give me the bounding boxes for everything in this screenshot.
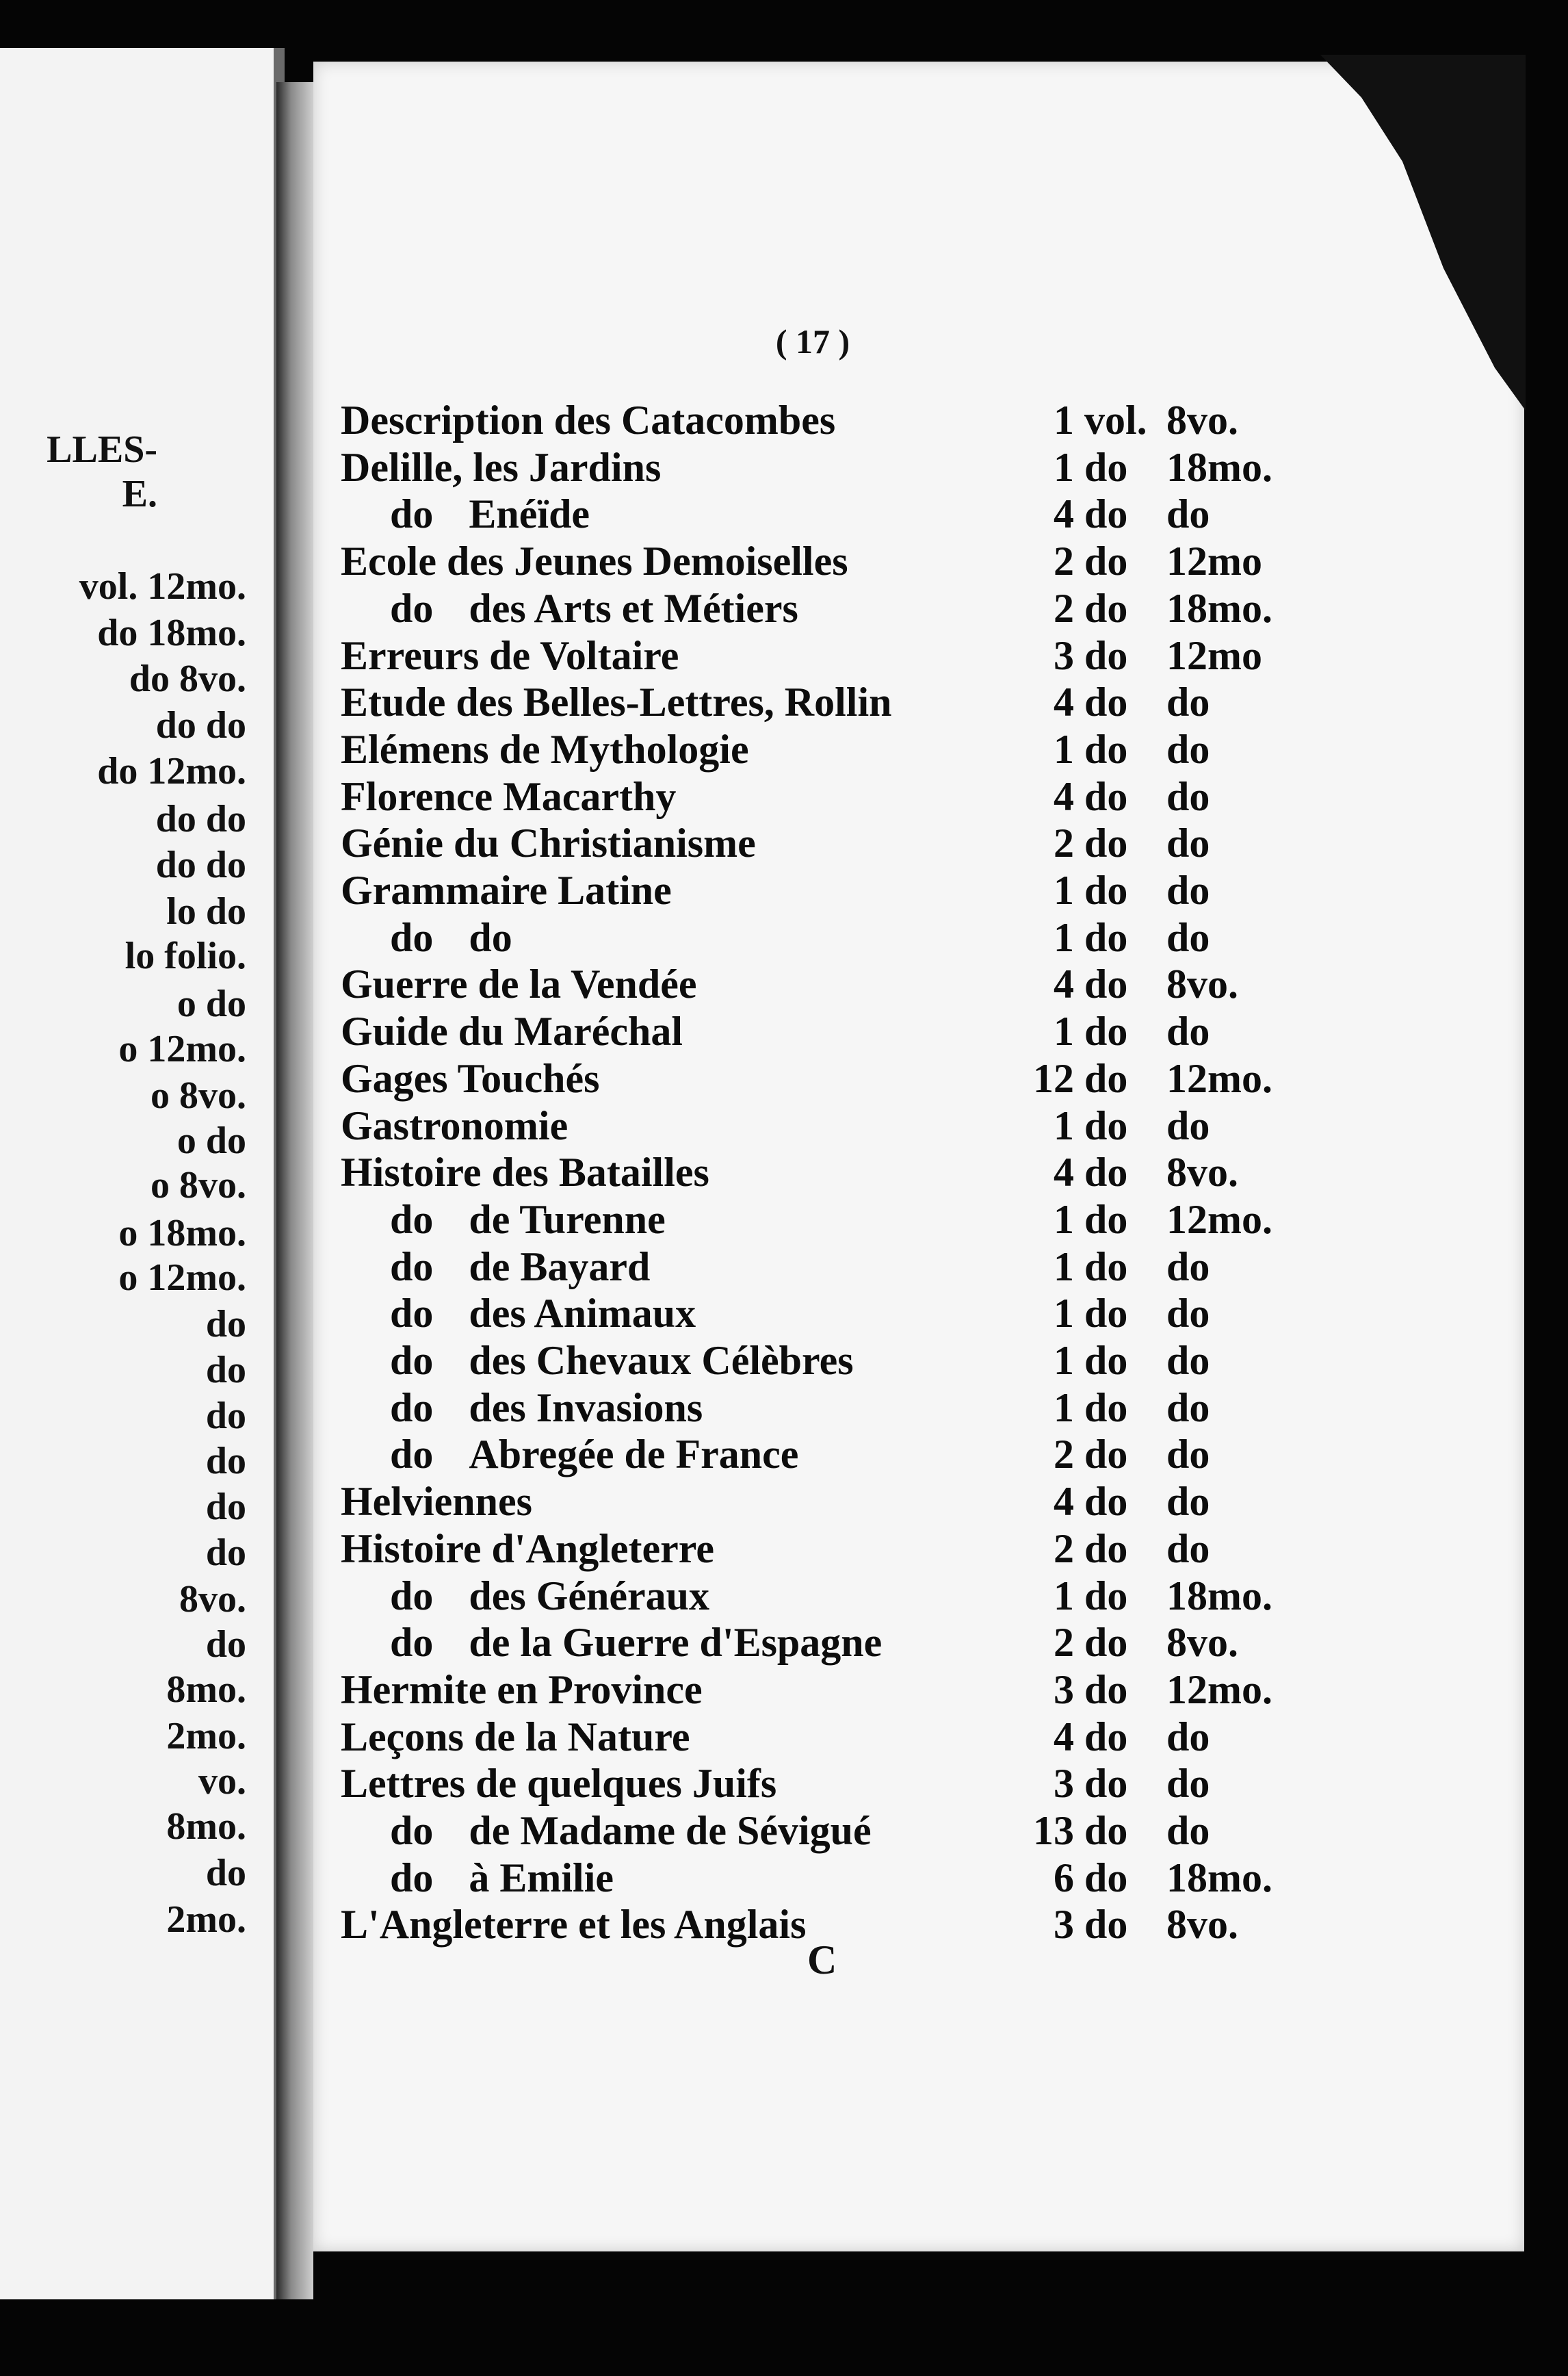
entry-volumes: 1 [1054,1197,1074,1242]
entry-unit: do [1084,1009,1128,1054]
entry-unit: do [1084,1526,1128,1571]
entry-title-text: de Bayard [469,1244,651,1289]
entry-format: 18mo. [1166,1855,1272,1900]
entry-unit: do [1084,633,1128,678]
catalogue-entry [0,1619,1300,1666]
entry-title [390,1619,882,1666]
entry-volumes: 1 [1054,868,1074,913]
facing-page-line: do [205,1349,246,1391]
catalogue-entry [0,444,1300,491]
catalogue-entry [0,961,1300,1007]
facing-page-line: do 8vo. [129,658,246,700]
ditto-mark: do [390,1573,434,1618]
catalogue-entry [0,1573,1300,1619]
signature-mark: C [807,1937,837,1983]
entry-title: Helviennes [341,1479,532,1524]
entry-volumes: 13 [1033,1808,1074,1853]
entry-unit: do [1084,915,1128,960]
entry-unit: do [1084,1855,1128,1900]
catalogue-entry [0,1149,1300,1196]
entry-title-text: de Turenne [469,1197,666,1242]
entry-title: Etude des Belles-Lettres, Rollin [341,680,892,725]
entry-volumes: 3 [1054,633,1074,678]
entry-title: Histoire des Batailles [341,1150,709,1195]
entry-title-text: des Généraux [469,1573,710,1618]
entry-volumes: 1 [1054,727,1074,772]
entry-title: Grammaire Latine [341,868,672,913]
entry-title-text: de Madame de Sévigué [469,1808,872,1853]
entry-unit: do [1084,1103,1128,1148]
ditto-mark: do [390,1197,434,1242]
ditto-mark: do [390,1244,434,1289]
facing-page-line: o 8vo. [151,1164,246,1206]
entry-unit: do [1084,961,1128,1007]
facing-page-line: do [205,1395,246,1437]
entry-title: Lettres de quelques Juifs [341,1761,777,1806]
entry-unit: do [1084,821,1128,866]
entry-title [390,1196,666,1243]
entry-unit: do [1084,1244,1128,1289]
catalogue-entry [0,1337,1300,1384]
entry-unit: do [1084,1573,1128,1618]
facing-page-line: LLES- [47,428,157,471]
entry-title: Erreurs de Voltaire [341,633,679,678]
facing-page-line: vol. 12mo. [79,565,246,608]
entry-format: do [1166,821,1210,866]
entry-title [390,1290,696,1337]
entry-format: do [1166,915,1210,960]
facing-page-line: do [205,1440,246,1482]
entry-volumes: 4 [1054,1479,1074,1524]
facing-page-line: o 18mo. [118,1212,246,1254]
entry-title-text: des Animaux [469,1291,696,1336]
catalogue-entry [0,585,1300,632]
entry-format: do [1166,1338,1210,1383]
entry-title-text: des Invasions [469,1385,703,1430]
facing-page-line: do do [155,798,246,840]
entry-unit: do [1084,1761,1128,1806]
entry-unit: do [1084,1808,1128,1853]
entry-format: 18mo. [1166,586,1272,631]
entry-format: do [1166,1244,1210,1289]
entry-title: Gastronomie [341,1103,569,1148]
facing-page-line: o 12mo. [118,1256,246,1299]
entry-unit: do [1084,1714,1128,1759]
catalogue-entry [0,773,1300,820]
entry-title [390,1573,709,1620]
entry-unit: do [1084,774,1128,819]
entry-format: do [1166,868,1210,913]
page-number: ( 17 ) [775,322,850,361]
facing-page-line: do 18mo. [97,612,246,654]
entry-title: Guerre de la Vendée [341,961,697,1007]
entry-unit: do [1084,1385,1128,1430]
entry-unit: do [1084,1479,1128,1524]
entry-title: Hermite en Province [341,1667,703,1712]
entry-title [390,1337,854,1384]
entry-format: 8vo. [1166,1620,1238,1665]
entry-unit: do [1084,445,1128,490]
entry-title [390,1855,614,1902]
entry-volumes: 1 [1054,1291,1074,1336]
catalogue-entry [0,1055,1300,1102]
entry-format: do [1166,680,1210,725]
entry-format: 18mo. [1166,1573,1272,1618]
catalogue-entry [0,679,1300,725]
ditto-mark: do [390,915,434,960]
entry-format: do [1166,1291,1210,1336]
entry-format: do [1166,1526,1210,1571]
entry-format: do [1166,1432,1210,1477]
entry-format: do [1166,1714,1210,1759]
entry-title: Ecole des Jeunes Demoiselles [341,539,848,584]
entry-volumes: 1 [1054,1385,1074,1430]
entry-volumes: 1 [1054,1103,1074,1148]
facing-page-line: lo folio. [125,935,246,977]
entry-title [390,1384,703,1432]
facing-page-line: do [205,1852,246,1894]
facing-page-line: lo do [166,890,246,933]
catalogue-entry [0,397,1300,443]
catalogue-entry [0,820,1300,866]
facing-page-line: E. [122,473,157,515]
facing-page-line: do [205,1623,246,1666]
facing-page-line: 2mo. [166,1715,246,1757]
facing-page-line: do [205,1486,246,1528]
ditto-mark: do [390,1338,434,1383]
entry-title [390,585,798,632]
entry-format: 8vo. [1166,961,1238,1007]
catalogue-entry [0,1008,1300,1055]
entry-unit: do [1084,1338,1128,1383]
entry-unit: do [1084,1197,1128,1242]
facing-page-line: o do [177,1120,246,1162]
ditto-mark: do [390,1808,434,1853]
entry-unit: do [1084,727,1128,772]
entry-volumes: 12 [1033,1056,1074,1101]
entry-title: Guide du Maréchal [341,1009,683,1054]
entry-title: Histoire d'Angleterre [341,1526,714,1571]
entry-format: 8vo. [1166,1150,1238,1195]
entry-volumes: 4 [1054,491,1074,537]
entry-unit: do [1084,1620,1128,1665]
entry-unit: do [1084,1291,1128,1336]
entry-volumes: 1 [1054,1009,1074,1054]
entry-unit: do [1084,680,1128,725]
entry-volumes: 3 [1054,1761,1074,1806]
catalogue-entry [0,1525,1300,1572]
entry-format: do [1166,1761,1210,1806]
entry-title-text: des Chevaux Célèbres [469,1338,854,1383]
entry-unit: do [1084,1056,1128,1101]
catalogue-entry [0,726,1300,773]
facing-page-line: do do [155,704,246,747]
entry-format: 12mo. [1166,1667,1272,1712]
entry-unit: do [1084,586,1128,631]
entry-volumes: 2 [1054,539,1074,584]
facing-page-line: vo. [198,1760,246,1803]
entry-unit: do [1084,1432,1128,1477]
entry-format: 12mo [1166,633,1262,678]
entry-format: 12mo [1166,539,1262,584]
entry-volumes: 1 [1054,398,1074,443]
entry-title-text: à Emilie [469,1855,614,1900]
entry-volumes: 4 [1054,774,1074,819]
entry-volumes: 4 [1054,961,1074,1007]
entry-format: do [1166,774,1210,819]
entry-title-text: Enéïde [469,491,590,537]
facing-page-line: o 8vo. [151,1074,246,1117]
catalogue-entry [0,1666,1300,1713]
entry-title: Elémens de Mythologie [341,727,749,772]
entry-title: Génie du Christianisme [341,821,756,866]
catalogue-entry [0,1901,1300,1948]
catalogue-entry [0,1196,1300,1243]
facing-page-line: do 12mo. [97,750,246,792]
entry-title: Gages Touchés [341,1056,600,1101]
entry-unit: do [1084,1902,1128,1947]
catalogue-entry [0,1714,1300,1760]
entry-volumes: 4 [1054,680,1074,725]
catalogue-entry [0,1384,1300,1431]
catalogue-entry [0,1431,1300,1477]
catalogue-entry [0,1290,1300,1336]
entry-title: Leçons de la Nature [341,1714,690,1759]
entry-title: Description des Catacombes [341,398,836,443]
ditto-mark: do [390,1432,434,1477]
catalogue-entry [0,1243,1300,1290]
entry-unit: do [1084,1667,1128,1712]
entry-volumes: 2 [1054,1526,1074,1571]
entry-format: do [1166,727,1210,772]
facing-page-line: o do [177,983,246,1025]
facing-page-line: 8mo. [166,1805,246,1848]
entry-title-text: do [469,915,512,960]
ditto-mark: do [390,1855,434,1900]
entry-title-text: des Arts et Métiers [469,586,798,631]
entry-format: do [1166,491,1210,537]
entry-volumes: 3 [1054,1667,1074,1712]
catalogue-entry [0,867,1300,914]
facing-page-line: 2mo. [166,1898,246,1941]
entry-unit: do [1084,539,1128,584]
entry-volumes: 2 [1054,1432,1074,1477]
facing-page-line: do [205,1532,246,1574]
catalogue-entry [0,914,1300,961]
entry-volumes: 2 [1054,821,1074,866]
entry-title [390,1243,650,1291]
entry-format: 8vo. [1166,1902,1238,1947]
entry-volumes: 1 [1054,445,1074,490]
entry-format: 18mo. [1166,445,1272,490]
facing-page-line: 8mo. [166,1668,246,1711]
entry-format: do [1166,1009,1210,1054]
entry-format: 12mo. [1166,1197,1272,1242]
entry-volumes: 4 [1054,1150,1074,1195]
ditto-mark: do [390,1385,434,1430]
entry-volumes: 6 [1054,1855,1074,1900]
entry-title: L'Angleterre et les Anglais [341,1902,807,1947]
entry-volumes: 1 [1054,915,1074,960]
entry-unit: do [1084,868,1128,913]
entry-format: do [1166,1808,1210,1853]
ditto-mark: do [390,586,434,631]
entry-title [390,914,512,961]
entry-format: 8vo. [1166,398,1238,443]
catalogue-entry [0,1855,1300,1901]
catalogue-entry [0,1102,1300,1149]
entry-title-text: Abregée de France [469,1432,799,1477]
entry-volumes: 2 [1054,1620,1074,1665]
catalogue-entry [0,1760,1300,1807]
catalogue-entry [0,538,1300,584]
catalogue-entry [0,1478,1300,1525]
entry-format: 12mo. [1166,1056,1272,1101]
entry-volumes: 1 [1054,1573,1074,1618]
catalogue-entry [0,632,1300,679]
entry-format: do [1166,1479,1210,1524]
entry-title: Delille, les Jardins [341,445,662,490]
entry-title [390,1807,872,1855]
entry-title [390,1431,798,1478]
ditto-mark: do [390,1620,434,1665]
entry-volumes: 2 [1054,586,1074,631]
entry-unit: do [1084,1150,1128,1195]
entry-title [390,491,590,538]
entry-unit: vol. [1084,398,1147,443]
facing-page-line: do [205,1303,246,1345]
entry-format: do [1166,1103,1210,1148]
entry-title: Florence Macarthy [341,774,677,819]
entry-volumes: 1 [1054,1244,1074,1289]
facing-page-line: o 12mo. [118,1028,246,1070]
facing-page-line: do do [155,844,246,886]
entry-volumes: 4 [1054,1714,1074,1759]
catalogue-entry [0,491,1300,537]
entry-format: do [1166,1385,1210,1430]
entry-volumes: 1 [1054,1338,1074,1383]
entry-title-text: de la Guerre d'Espagne [469,1620,883,1665]
ditto-mark: do [390,1291,434,1336]
entry-volumes: 3 [1054,1902,1074,1947]
entry-unit: do [1084,491,1128,537]
catalogue-entry [0,1807,1300,1854]
facing-page-line: 8vo. [179,1578,246,1620]
ditto-mark: do [390,491,434,537]
